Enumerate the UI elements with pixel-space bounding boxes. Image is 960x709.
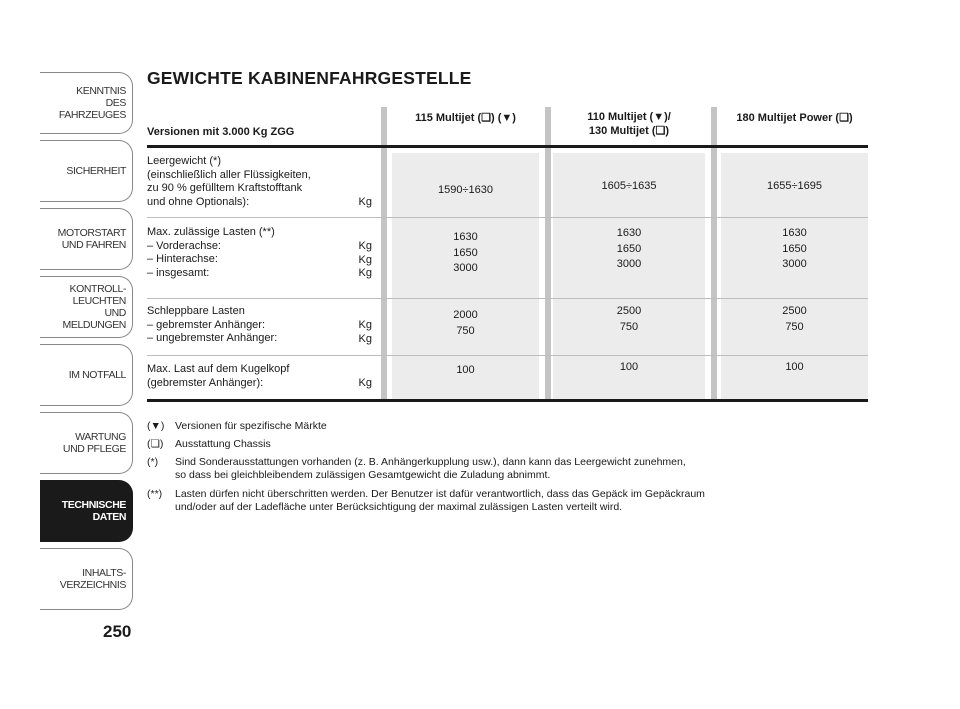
tab-sicherheit[interactable] [40,140,133,202]
tab-motorstart-und-fahren[interactable] [40,208,133,270]
row-label-schleppbare-lasten: Schleppbare Lasten – gebremster Anhänger: – ungebremster Anhänger: [147,305,278,344]
column-header-1: 115 Multijet (❏) (▼) [415,112,516,124]
tab-inhaltsverzeichnis[interactable] [40,548,133,610]
tab-label: MOTORSTART UND FAHREN [57,227,126,251]
page-title: GEWICHTE KABINENFAHRGESTELLE [147,68,472,88]
page-number: 250 [103,622,132,641]
cell-value: 1655÷1695 [767,180,822,192]
cell-value: 2500 750 [782,305,807,333]
column-header-3: 180 Multijet Power (❏) [736,112,853,124]
cell-value: 1590÷1630 [438,184,493,196]
tab-kenntnis-des-fahrzeuges[interactable] [40,72,133,134]
footnote-text: Lasten dürfen nicht überschritten werden. Der Benutzer ist dafür verantwortlich, dass das Gepäck im Gepäckraum und/oder auf der Ladefläche unter Berücksichtigung der maximal zulässigen Lasten verteilt wird. [175,488,705,513]
tab-im-notfall[interactable] [40,344,133,406]
column-separator [545,107,551,400]
tab-label: TECHNISCHE DATEN [61,499,126,523]
tab-label: KENNTNIS DES FAHRZEUGES [58,85,126,121]
row-label-kugelkopf: Max. Last auf dem Kugelkopf (gebremster Anhänger): [147,363,290,389]
tab-label: SICHERHEIT [66,165,126,177]
row-unit: Kg Kg [358,319,372,345]
cell-value: 2500 750 [616,305,642,333]
cell-value: 1630 1650 3000 [453,231,478,274]
tab-wartung-und-pflege[interactable] [40,412,133,474]
row-divider [147,298,868,299]
footnote-symbol: (❏) [147,438,164,450]
column-separator [711,107,717,400]
chapter-tabs [40,72,133,616]
tab-label: INHALTS- VERZEICHNIS [59,567,126,591]
footnote-text: Sind Sonderausstattungen vorhanden (z. B. Anhängerkupplung usw.), dann kann das Leergewicht zunehmen, so dass bei gleichbleibendem zulässigen Gesamtgewicht die Zuladung abnimmt. [175,456,686,481]
row-unit: Kg [358,196,372,208]
footnote-symbol: (**) [147,488,163,500]
table-top-rule [147,145,868,148]
table-bottom-rule [147,399,868,402]
tab-kontrollleuchten[interactable] [40,276,133,338]
tab-label: KONTROLL- LEUCHTEN UND MELDUNGEN [62,283,126,331]
cell-value: 1630 1650 3000 [782,227,807,270]
row-label-max-lasten: Max. zulässige Lasten (**) – Vorderachse: – Hinterachse: – insgesamt: [147,226,275,279]
row-divider [147,355,868,356]
cell-value: 100 [456,364,475,376]
cell-value: 100 [785,361,804,373]
cell-value: 100 [619,361,639,373]
tab-label: IM NOTFALL [68,369,126,381]
column-header-2: 110 Multijet (▼)/ 130 Multijet (❏) [587,111,671,137]
footnote-symbol: (▼) [147,420,165,432]
row-divider [147,217,868,218]
tab-technische-daten[interactable] [40,480,133,542]
version-label: Versionen mit 3.000 Kg ZGG [147,126,295,138]
footnote-symbol: (*) [147,456,159,468]
column-separator [381,107,387,400]
cell-value: 1630 1650 3000 [616,227,642,270]
footnote-text: Versionen für spezifische Märkte [175,420,327,432]
row-label-leergewicht: Leergewicht (*) (einschließlich aller Flüssigkeiten, zu 90 % gefülltem Kraftstofftank und ohne Optionals): [147,155,311,208]
footnote-text: Ausstattung Chassis [175,438,271,450]
cell-value: 2000 750 [453,309,478,337]
row-unit: Kg Kg Kg [358,240,372,279]
tab-label: WARTUNG UND PFLEGE [62,431,126,455]
cell-value: 1605÷1635 [601,180,657,192]
row-unit: Kg [358,377,372,389]
